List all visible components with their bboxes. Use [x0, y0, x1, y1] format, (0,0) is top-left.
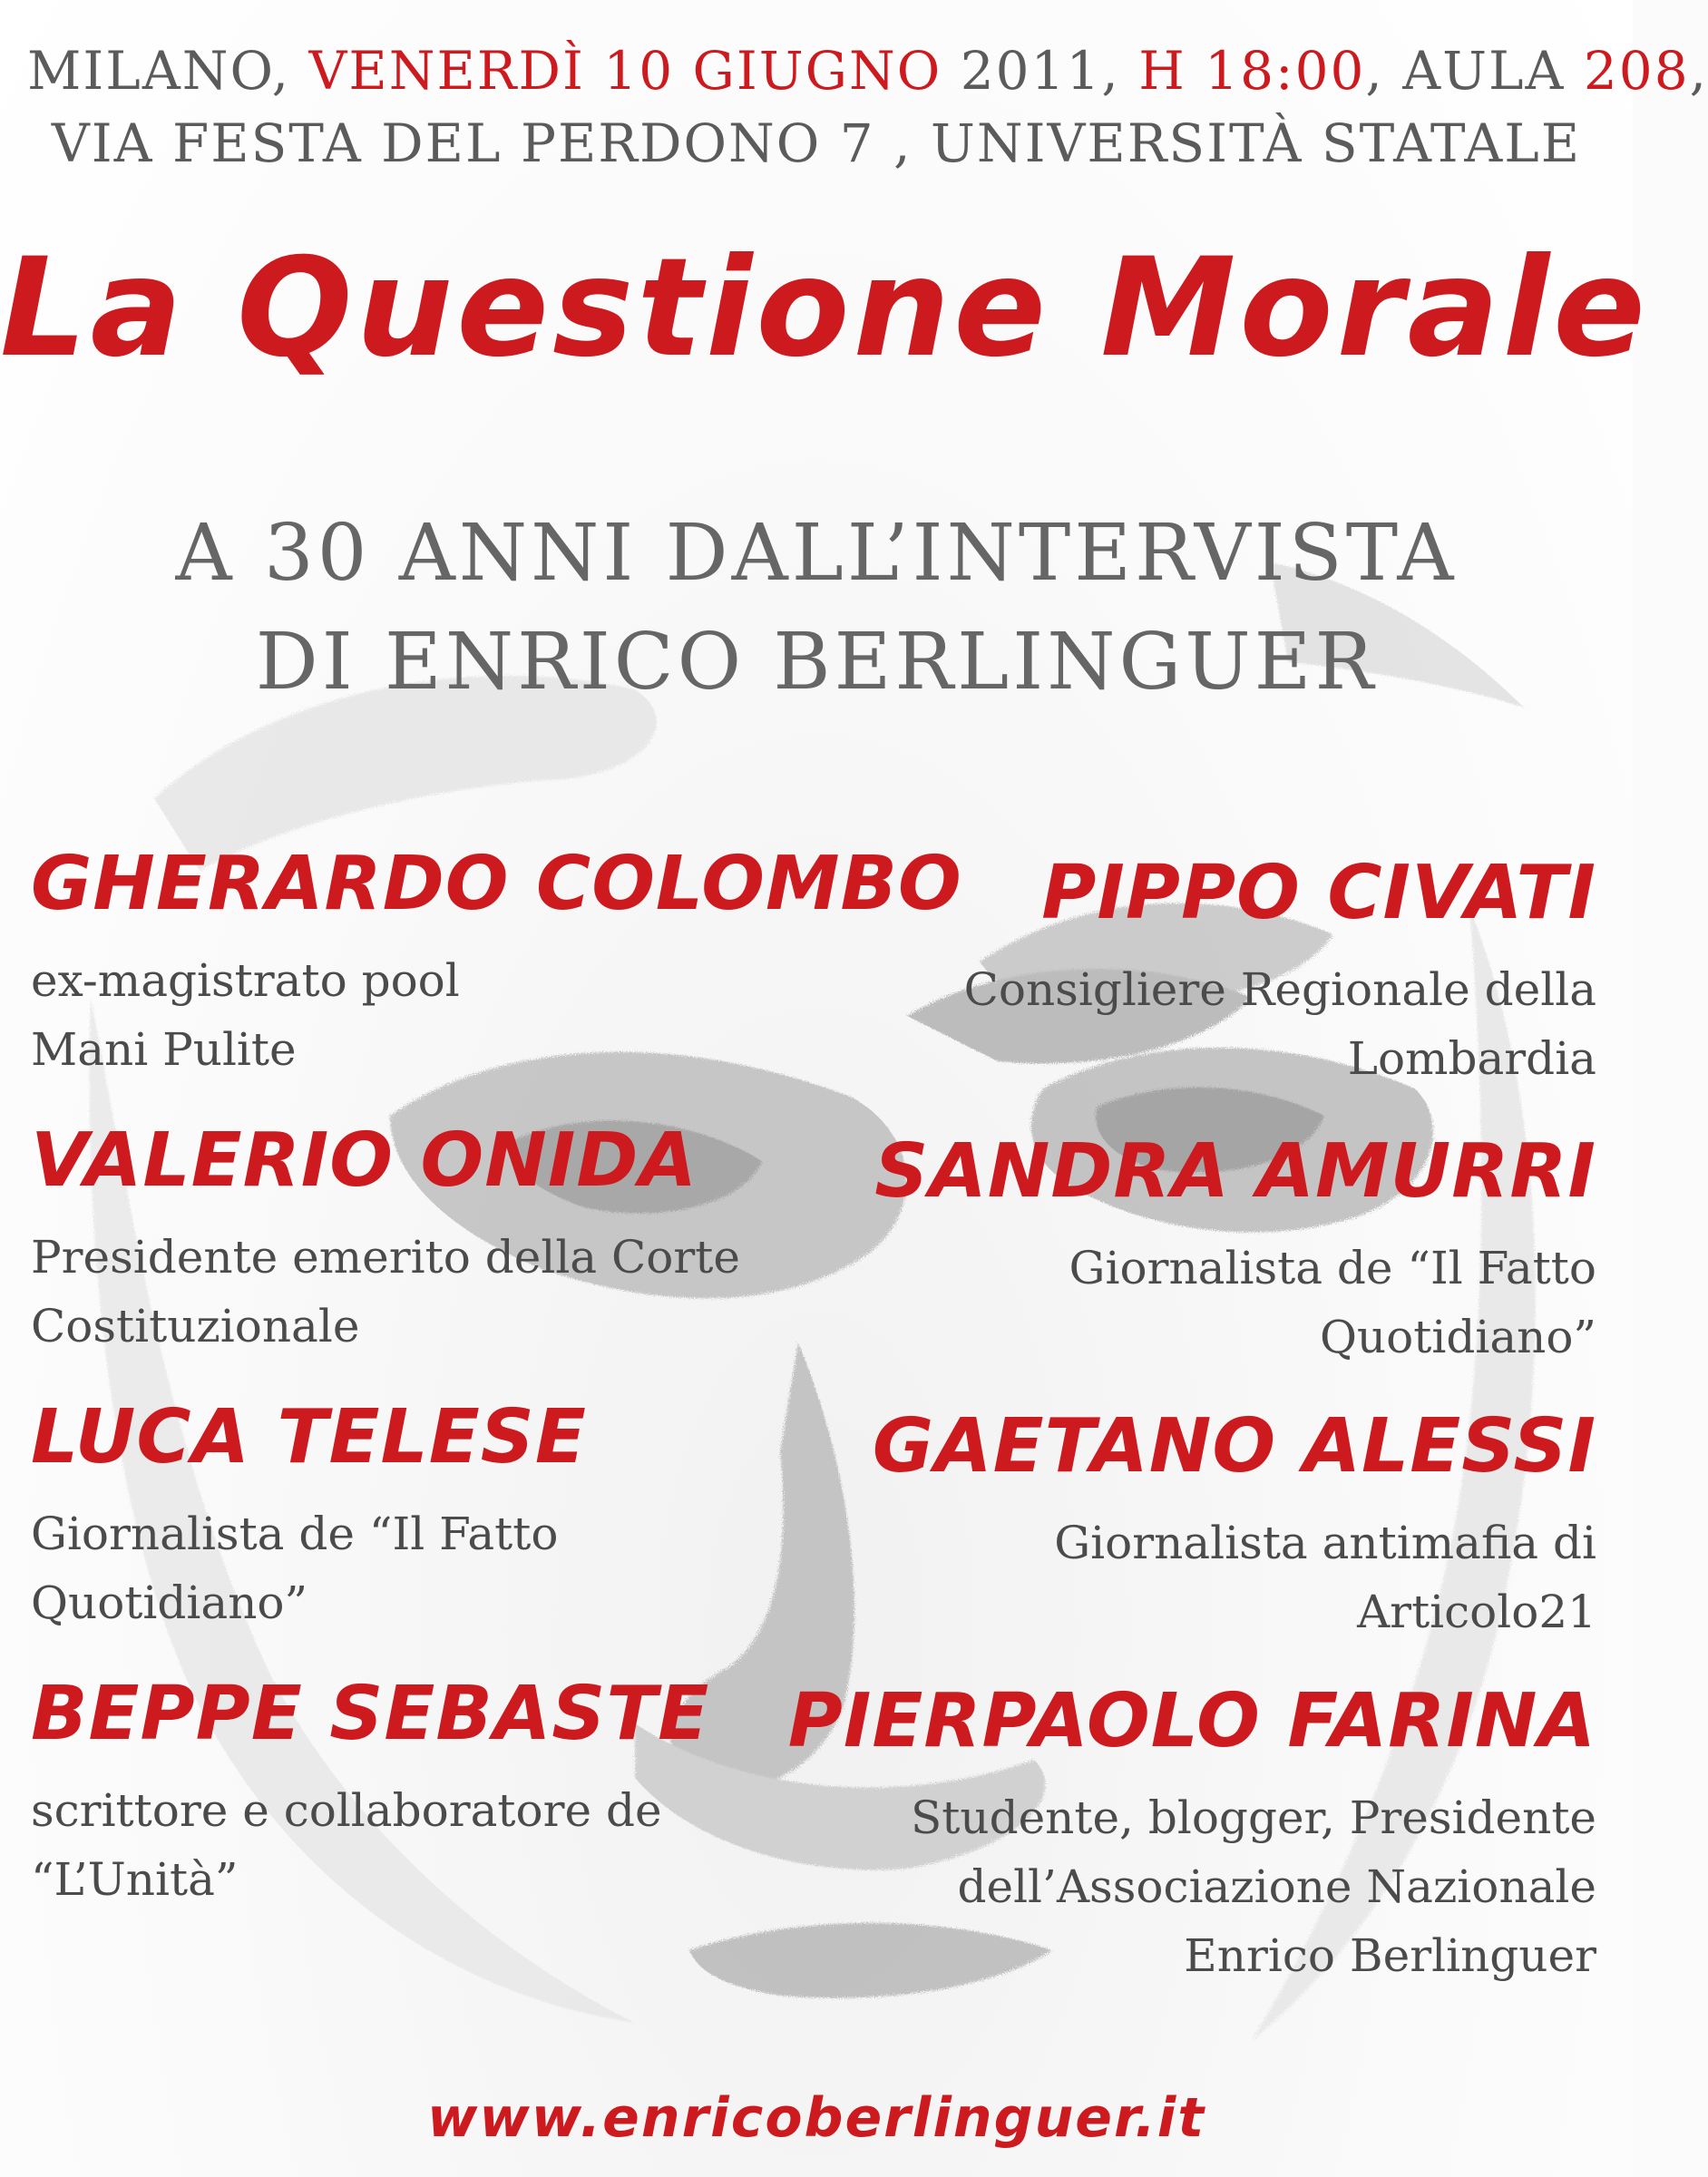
speaker-role — [780, 1234, 1596, 1372]
speaker-beppe-sebaste — [31, 1660, 847, 1914]
speaker-name: VALERIO ONIDA — [31, 1118, 698, 1204]
speaker-role-line: Mani Pulite — [31, 1023, 297, 1076]
speaker-role — [780, 955, 1596, 1093]
event-year: 2011, — [942, 40, 1139, 102]
speaker-role — [31, 1776, 847, 1914]
speaker-role-line: dell’Associazione Nazionale — [957, 1860, 1596, 1913]
website-url: www.enricoberlinguer.it — [426, 2086, 1206, 2150]
speaker-role-line: Articolo21 — [1357, 1586, 1596, 1638]
speaker-pippo-civati — [780, 839, 1596, 1093]
speaker-name: GAETANO ALESSI — [872, 1403, 1596, 1489]
speaker-role-line: Lombardia — [1347, 1032, 1596, 1085]
speaker-name: PIPPO CIVATI — [1041, 850, 1596, 936]
speaker-pierpaolo-farina — [780, 1667, 1596, 1990]
speaker-role-line: Studente, blogger, Presidente — [911, 1791, 1596, 1844]
speaker-role-line: ex-magistrato pool — [31, 954, 460, 1007]
speaker-sandra-amurri — [780, 1118, 1596, 1372]
speaker-role-line: Costituzionale — [31, 1300, 360, 1352]
speaker-role-line: Giornalista de “Il Fatto — [1069, 1242, 1596, 1294]
speaker-role — [31, 1223, 847, 1361]
speaker-role-line: “L’Unità” — [31, 1853, 239, 1906]
speaker-gherardo-colombo — [31, 830, 962, 1084]
event-time: H 18:00 — [1138, 40, 1366, 102]
speaker-gaetano-alessi — [780, 1392, 1596, 1646]
speaker-name: GHERARDO COLOMBO — [31, 841, 962, 927]
speaker-role-line: Quotidiano” — [1319, 1311, 1596, 1363]
speaker-role — [31, 946, 847, 1084]
event-line-end: , — [1689, 40, 1708, 102]
speaker-role-line: Consigliere Regionale della — [963, 963, 1596, 1016]
subtitle-line-1: A 30 ANNI DALL’INTERVISTA — [175, 508, 1458, 599]
subtitle-line-2: DI ENRICO BERLINGUER — [255, 617, 1378, 708]
speaker-name: LUCA TELESE — [31, 1394, 587, 1480]
speaker-role-line: scrittore e collaboratore de — [31, 1784, 662, 1837]
speaker-name: PIERPAOLO FARINA — [787, 1678, 1596, 1764]
speaker-role-line: Enrico Berlinguer — [1184, 1929, 1596, 1982]
event-details-header — [27, 34, 1708, 180]
speaker-luca-telese — [31, 1383, 847, 1637]
speaker-role — [780, 1508, 1596, 1646]
event-city: MILANO, — [27, 40, 309, 102]
speaker-role — [31, 1499, 847, 1637]
event-date-time-line — [27, 34, 1708, 107]
poster-subtitle — [0, 499, 1633, 717]
speaker-name: SANDRA AMURRI — [874, 1128, 1596, 1215]
event-date: VENERDÌ 10 GIUGNO — [308, 40, 942, 102]
event-room-number: 208 — [1583, 40, 1690, 102]
speaker-role-line: Presidente emerito della Corte — [31, 1231, 740, 1284]
speaker-role-line: Giornalista de “Il Fatto — [31, 1508, 559, 1560]
speaker-role-line: Giornalista antimafia di — [1054, 1517, 1596, 1569]
poster-title: La Questione Morale — [0, 229, 1649, 387]
speaker-name: BEPPE SEBASTE — [31, 1671, 710, 1757]
speaker-role — [780, 1783, 1596, 1990]
speaker-role-line: Quotidiano” — [31, 1577, 308, 1629]
event-room-label: , AULA — [1365, 40, 1584, 102]
speaker-valerio-onida — [31, 1107, 847, 1361]
event-address: VIA FESTA DEL PERDONO 7 , UNIVERSITÀ STATALE — [51, 112, 1582, 174]
